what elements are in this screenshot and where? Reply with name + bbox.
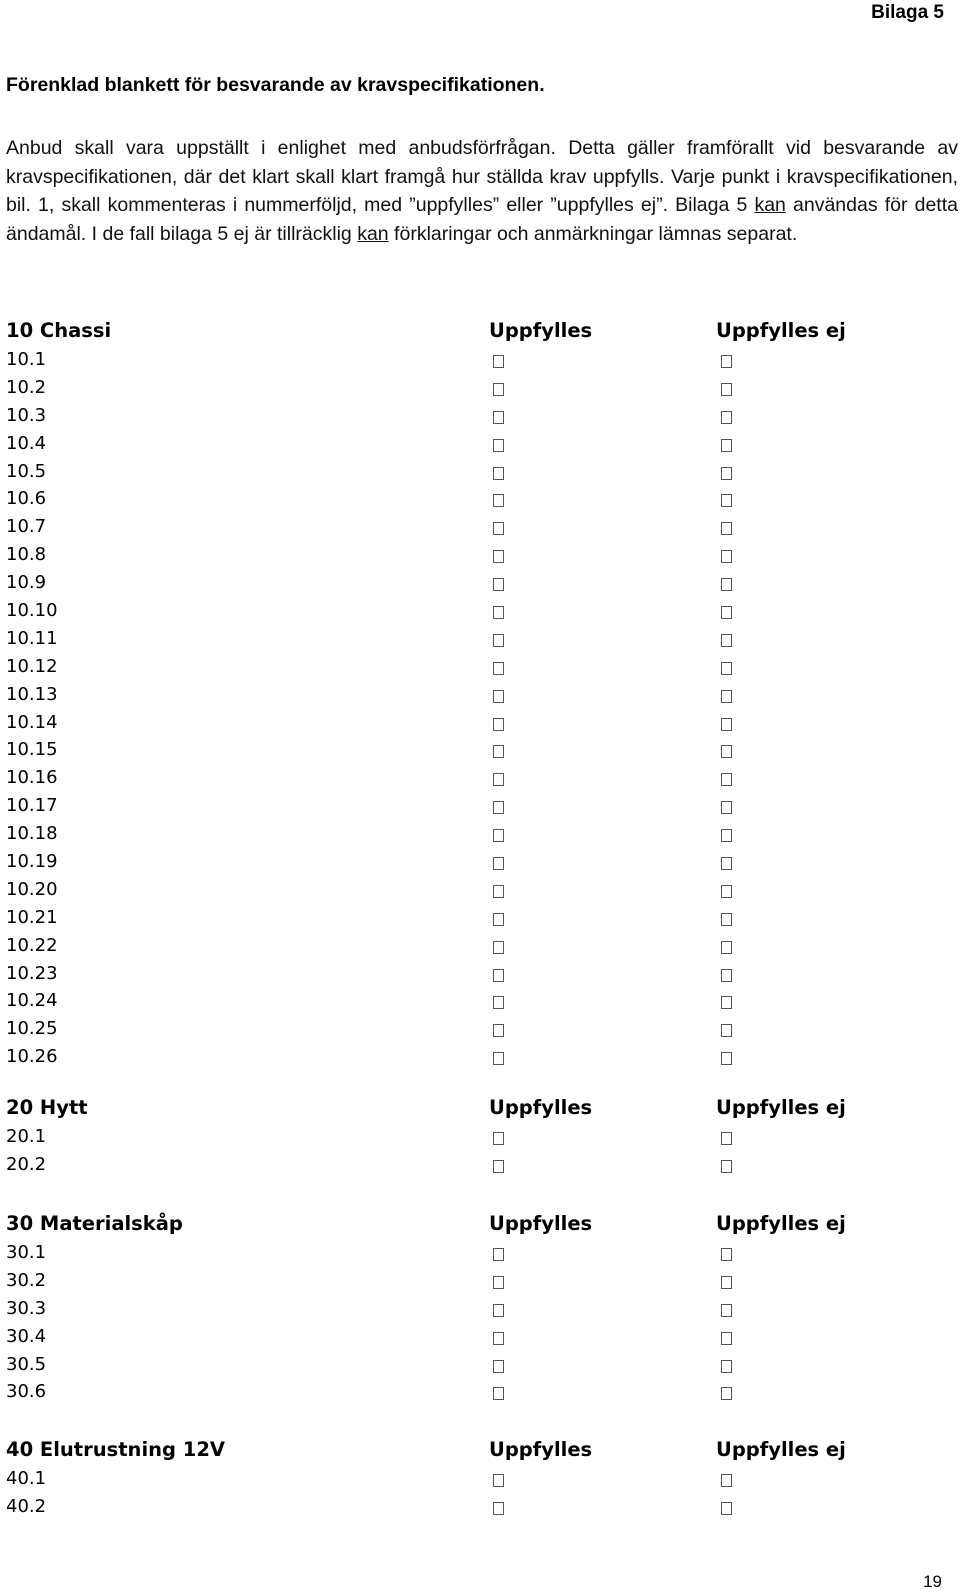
- requirement-row: [6, 653, 956, 681]
- requirement-row: [6, 876, 956, 904]
- uppfylles-ej-checkbox[interactable]: [721, 913, 732, 926]
- column-header-uppfylles-ej: Uppfylles ej: [716, 1438, 846, 1461]
- uppfylles-checkbox[interactable]: [493, 913, 504, 926]
- section-title: 20 Hytt: [6, 1096, 88, 1119]
- requirement-row: [6, 932, 956, 960]
- requirement-id: 10.5: [6, 460, 47, 482]
- uppfylles-checkbox[interactable]: [493, 578, 504, 591]
- uppfylles-checkbox[interactable]: [493, 1360, 504, 1373]
- requirement-id: 30.4: [6, 1325, 47, 1347]
- requirement-row: [6, 792, 956, 820]
- section-header: [6, 1209, 956, 1239]
- uppfylles-ej-checkbox[interactable]: [721, 578, 732, 591]
- document-title: Förenklad blankett för besvarande av kravspecifikationen.: [6, 74, 545, 96]
- uppfylles-checkbox[interactable]: [493, 1160, 504, 1173]
- requirement-row: [6, 569, 956, 597]
- uppfylles-ej-checkbox[interactable]: [721, 857, 732, 870]
- uppfylles-checkbox[interactable]: [493, 690, 504, 703]
- uppfylles-ej-checkbox[interactable]: [721, 662, 732, 675]
- requirement-id: 10.18: [6, 823, 58, 845]
- requirement-id: 10.13: [6, 683, 58, 705]
- requirement-row: [6, 1323, 956, 1351]
- requirement-row: [6, 1123, 956, 1151]
- intro-text-1: Anbud skall vara uppställt i enlighet med anbudsförfrågan. Detta gäller framförallt vid besvarande av kravspecifikationen, där det klart skall klart framgå hur ställda krav uppfylls. Varje punkt i kravspecifikationen, bil. 1, skall kommenteras i nummerföljd, med ”uppfylles” eller ”uppfylles ej”. Bilaga 5: [6, 137, 958, 216]
- uppfylles-ej-checkbox[interactable]: [721, 969, 732, 982]
- uppfylles-checkbox[interactable]: [493, 1024, 504, 1037]
- section-header: [6, 316, 956, 346]
- requirement-id: 40.1: [6, 1468, 47, 1489]
- column-header-uppfylles: Uppfylles: [489, 1438, 593, 1461]
- requirement-row: [6, 1295, 956, 1323]
- requirement-id: 10.14: [6, 711, 58, 733]
- uppfylles-ej-checkbox[interactable]: [721, 634, 732, 647]
- requirement-id: 10.15: [6, 739, 58, 761]
- column-header-uppfylles-ej: Uppfylles ej: [716, 319, 846, 342]
- intro-paragraph: [6, 134, 958, 248]
- intro-text-2: användas för detta ändamål. I de fall bilaga 5 ej är tillräcklig: [6, 194, 958, 245]
- requirement-row: [6, 346, 956, 374]
- uppfylles-ej-checkbox[interactable]: [721, 1160, 732, 1173]
- uppfylles-checkbox[interactable]: [493, 662, 504, 675]
- uppfylles-checkbox[interactable]: [493, 1248, 504, 1261]
- uppfylles-checkbox[interactable]: [493, 1304, 504, 1317]
- column-header-uppfylles-ej: Uppfylles ej: [716, 1212, 846, 1235]
- section-title: 10 Chassi: [6, 319, 112, 342]
- page-header: Bilaga 5: [871, 2, 944, 23]
- requirement-row: [6, 1239, 956, 1267]
- requirement-id: 10.19: [6, 851, 58, 873]
- requirement-row: [6, 374, 956, 402]
- uppfylles-ej-checkbox[interactable]: [721, 1502, 732, 1515]
- requirement-row: [6, 904, 956, 932]
- requirement-id: 10.17: [6, 795, 58, 817]
- uppfylles-checkbox[interactable]: [493, 494, 504, 507]
- requirement-row: [6, 541, 956, 569]
- uppfylles-checkbox[interactable]: [493, 439, 504, 452]
- uppfylles-ej-checkbox[interactable]: [721, 494, 732, 507]
- requirement-row: [6, 848, 956, 876]
- uppfylles-ej-checkbox[interactable]: [721, 550, 732, 563]
- section-header: [6, 1093, 956, 1123]
- uppfylles-ej-checkbox[interactable]: [721, 1360, 732, 1373]
- uppfylles-ej-checkbox[interactable]: [721, 383, 732, 396]
- uppfylles-checkbox[interactable]: [493, 773, 504, 786]
- requirement-row: [6, 1015, 956, 1043]
- requirement-row: [6, 1465, 956, 1493]
- intro-text-3: förklaringar och anmärkningar lämnas separat.: [388, 222, 798, 245]
- uppfylles-ej-checkbox[interactable]: [721, 1132, 732, 1145]
- requirement-row: [6, 736, 956, 764]
- requirement-id: 10.12: [6, 655, 58, 677]
- uppfylles-checkbox[interactable]: [493, 718, 504, 731]
- requirement-id: 10.1: [6, 349, 47, 370]
- uppfylles-checkbox[interactable]: [493, 857, 504, 870]
- section-2: [6, 1209, 956, 1406]
- uppfylles-checkbox[interactable]: [493, 1502, 504, 1515]
- requirement-row: [6, 681, 956, 709]
- requirement-id: 10.2: [6, 376, 47, 398]
- uppfylles-ej-checkbox[interactable]: [721, 1024, 732, 1037]
- uppfylles-checkbox[interactable]: [493, 801, 504, 814]
- uppfylles-ej-checkbox[interactable]: [721, 885, 732, 898]
- requirement-row: [6, 709, 956, 737]
- uppfylles-checkbox[interactable]: [493, 1474, 504, 1487]
- requirement-id: 10.10: [6, 600, 58, 622]
- uppfylles-ej-checkbox[interactable]: [721, 718, 732, 731]
- uppfylles-checkbox[interactable]: [493, 522, 504, 535]
- requirement-row: [6, 1378, 956, 1406]
- uppfylles-checkbox[interactable]: [493, 1132, 504, 1145]
- column-header-uppfylles: Uppfylles: [489, 319, 593, 342]
- uppfylles-ej-checkbox[interactable]: [721, 829, 732, 842]
- column-header-uppfylles: Uppfylles: [489, 1096, 593, 1119]
- uppfylles-checkbox[interactable]: [493, 745, 504, 758]
- requirement-id: 20.1: [6, 1126, 47, 1147]
- uppfylles-checkbox[interactable]: [493, 606, 504, 619]
- uppfylles-ej-checkbox[interactable]: [721, 1248, 732, 1261]
- requirement-id: 10.22: [6, 934, 58, 956]
- requirement-id: 30.3: [6, 1297, 47, 1319]
- uppfylles-checkbox[interactable]: [493, 411, 504, 424]
- requirement-row: [6, 987, 956, 1015]
- section-1: [6, 1093, 956, 1179]
- requirement-row: [6, 597, 956, 625]
- requirement-id: 10.6: [6, 488, 47, 510]
- requirement-id: 10.25: [6, 1018, 58, 1040]
- requirement-id: 10.4: [6, 432, 47, 454]
- uppfylles-ej-checkbox[interactable]: [721, 439, 732, 452]
- uppfylles-ej-checkbox[interactable]: [721, 1474, 732, 1487]
- uppfylles-checkbox[interactable]: [493, 467, 504, 480]
- requirement-row: [6, 1493, 956, 1521]
- requirement-id: 10.24: [6, 990, 58, 1012]
- requirement-id: 10.11: [6, 627, 58, 649]
- requirement-id: 10.23: [6, 962, 58, 984]
- uppfylles-checkbox[interactable]: [493, 1052, 504, 1065]
- uppfylles-ej-checkbox[interactable]: [721, 690, 732, 703]
- requirement-id: 30.6: [6, 1381, 47, 1403]
- uppfylles-checkbox[interactable]: [493, 969, 504, 982]
- requirement-id: 20.2: [6, 1153, 47, 1175]
- requirement-row: [6, 485, 956, 513]
- requirement-row: [6, 625, 956, 653]
- uppfylles-ej-checkbox[interactable]: [721, 941, 732, 954]
- requirement-row: [6, 1151, 956, 1179]
- requirement-id: 10.3: [6, 404, 47, 426]
- uppfylles-ej-checkbox[interactable]: [721, 801, 732, 814]
- requirement-row: [6, 960, 956, 988]
- uppfylles-ej-checkbox[interactable]: [721, 996, 732, 1009]
- requirement-id: 40.2: [6, 1495, 47, 1517]
- section-0: [6, 316, 956, 1071]
- uppfylles-ej-checkbox[interactable]: [721, 467, 732, 480]
- intro-underlined-kan-1: kan: [754, 194, 786, 216]
- section-title: 40 Elutrustning 12V: [6, 1438, 225, 1461]
- uppfylles-ej-checkbox[interactable]: [721, 1332, 732, 1345]
- requirement-id: 10.20: [6, 878, 58, 900]
- uppfylles-ej-checkbox[interactable]: [721, 411, 732, 424]
- uppfylles-checkbox[interactable]: [493, 1387, 504, 1400]
- uppfylles-ej-checkbox[interactable]: [721, 745, 732, 758]
- section-3: [6, 1435, 956, 1521]
- requirement-row: [6, 458, 956, 486]
- uppfylles-ej-checkbox[interactable]: [721, 606, 732, 619]
- requirement-row: [6, 820, 956, 848]
- uppfylles-checkbox[interactable]: [493, 996, 504, 1009]
- requirement-id: 10.26: [6, 1046, 58, 1068]
- column-header-uppfylles: Uppfylles: [489, 1212, 593, 1235]
- requirement-row: [6, 764, 956, 792]
- requirement-id: 30.1: [6, 1242, 47, 1263]
- requirement-id: 10.21: [6, 906, 58, 928]
- uppfylles-ej-checkbox[interactable]: [721, 773, 732, 786]
- section-header: [6, 1435, 956, 1465]
- requirement-id: 30.2: [6, 1269, 47, 1291]
- uppfylles-ej-checkbox[interactable]: [721, 1387, 732, 1400]
- requirement-row: [6, 430, 956, 458]
- column-header-uppfylles-ej: Uppfylles ej: [716, 1096, 846, 1119]
- section-title: 30 Materialskåp: [6, 1212, 183, 1235]
- uppfylles-ej-checkbox[interactable]: [721, 1276, 732, 1289]
- requirement-id: 10.8: [6, 544, 47, 566]
- uppfylles-checkbox[interactable]: [493, 550, 504, 563]
- uppfylles-checkbox[interactable]: [493, 885, 504, 898]
- uppfylles-checkbox[interactable]: [493, 1332, 504, 1345]
- uppfylles-checkbox[interactable]: [493, 941, 504, 954]
- uppfylles-ej-checkbox[interactable]: [721, 522, 732, 535]
- intro-underlined-kan-2: kan: [357, 222, 389, 245]
- requirement-id: 10.16: [6, 767, 58, 789]
- uppfylles-checkbox[interactable]: [493, 634, 504, 647]
- requirement-row: [6, 513, 956, 541]
- uppfylles-ej-checkbox[interactable]: [721, 1052, 732, 1065]
- requirement-id: 10.7: [6, 516, 47, 538]
- requirement-row: [6, 402, 956, 430]
- uppfylles-ej-checkbox[interactable]: [721, 355, 732, 368]
- requirement-id: 30.5: [6, 1353, 47, 1375]
- uppfylles-checkbox[interactable]: [493, 383, 504, 396]
- uppfylles-checkbox[interactable]: [493, 355, 504, 368]
- requirement-row: [6, 1351, 956, 1379]
- requirement-row: [6, 1043, 956, 1071]
- uppfylles-ej-checkbox[interactable]: [721, 1304, 732, 1317]
- requirement-row: [6, 1267, 956, 1295]
- page-number: 19: [923, 1572, 942, 1591]
- uppfylles-checkbox[interactable]: [493, 1276, 504, 1289]
- uppfylles-checkbox[interactable]: [493, 829, 504, 842]
- requirement-id: 10.9: [6, 572, 47, 594]
